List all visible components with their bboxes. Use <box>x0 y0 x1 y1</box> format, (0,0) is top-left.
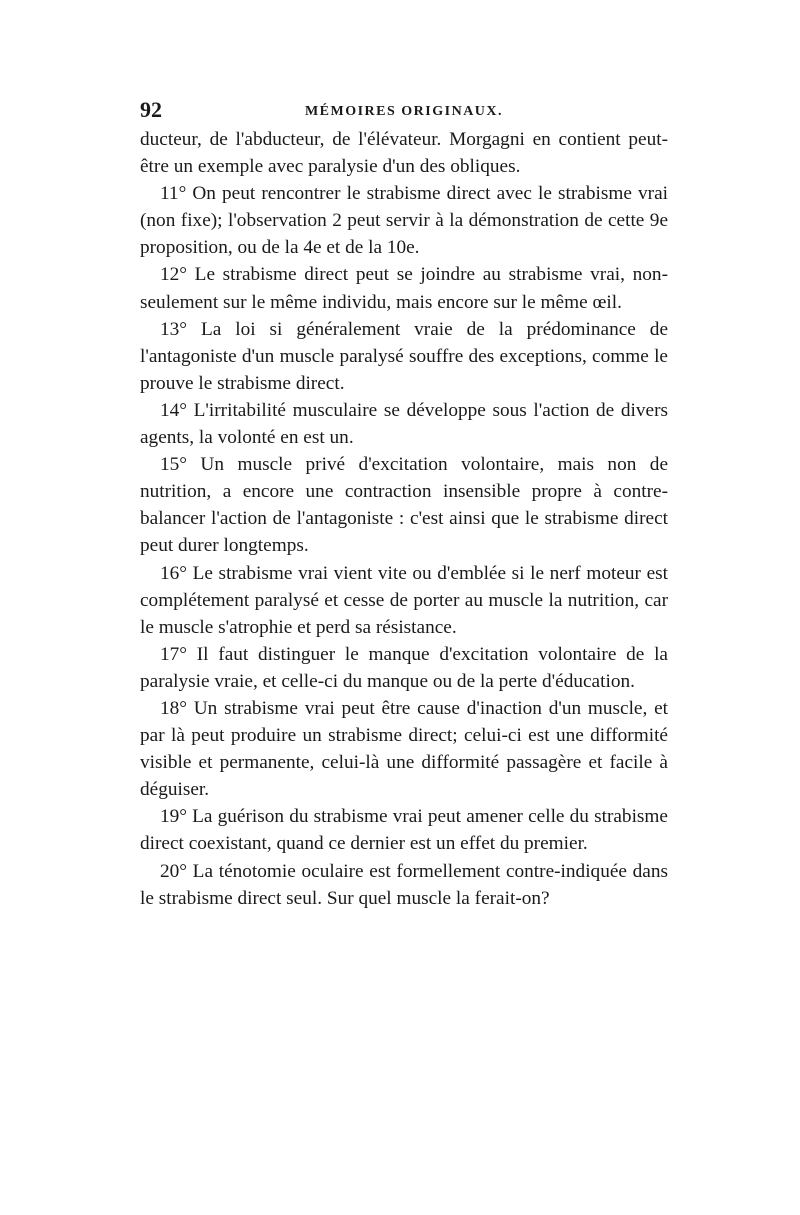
paragraph-13: 13° La loi si généralement vraie de la prédominance de l'antagoniste d'un muscle paralysé souffre des exceptions, comme le prouve le strabisme direct. <box>140 318 668 394</box>
paragraph-continuation: ducteur, de l'abducteur, de l'élévateur. Morgagni en contient peut-être un exemple avec paralysie d'un des obliques. <box>140 129 668 178</box>
paragraph-14: 14° L'irritabilité musculaire se développe sous l'action de divers agents, la volonté en est un. <box>140 399 668 449</box>
paragraph-11: 11° On peut rencontrer le strabisme direct avec le strabisme vrai (non fixe); l'observation 2 peut servir à la démonstration de cette 9e proposition, ou de la 4e et de la 10e. <box>140 183 668 259</box>
body-text <box>140 126 668 912</box>
paragraph-12: 12° Le strabisme direct peut se joindre au strabisme vrai, non-seulement sur le même individu, mais encore sur le même œil. <box>140 264 668 313</box>
paragraph-17: 17° Il faut distinguer le manque d'excitation volontaire de la paralysie vraie, et celle-ci du manque ou de la perte d'éducation. <box>140 643 668 692</box>
paragraph-19: 19° La guérison du strabisme vrai peut amener celle du strabisme direct coexistant, quand ce dernier est un effet du premier. <box>140 806 668 855</box>
running-header <box>140 96 668 126</box>
paragraph-20: 20° La ténotomie oculaire est formellement contre-indiquée dans le strabisme direct seul. Sur quel muscle la ferait-on? <box>140 860 668 909</box>
page-number: 92 <box>140 97 162 122</box>
paragraph-15: 15° Un muscle privé d'excitation volontaire, mais non de nutrition, a encore une contraction insensible propre à contre-balancer l'action de l'antagoniste : c'est ainsi que le strabisme direct peut durer longtemps. <box>140 454 668 557</box>
paragraph-16: 16° Le strabisme vrai vient vite ou d'emblée si le nerf moteur est complétement paralysé et cesse de porter au muscle la nutrition, car le muscle s'atrophie et perd sa résistance. <box>140 562 668 638</box>
running-title: MÉMOIRES ORIGINAUX. <box>304 104 504 119</box>
paragraph-18: 18° Un strabisme vrai peut être cause d'inaction d'un muscle, et par là peut produire un strabisme direct; celui-ci est une difformité visible et permanente, celui-là une difformité passagère et facile à déguiser. <box>140 697 668 801</box>
document-page <box>140 96 668 912</box>
